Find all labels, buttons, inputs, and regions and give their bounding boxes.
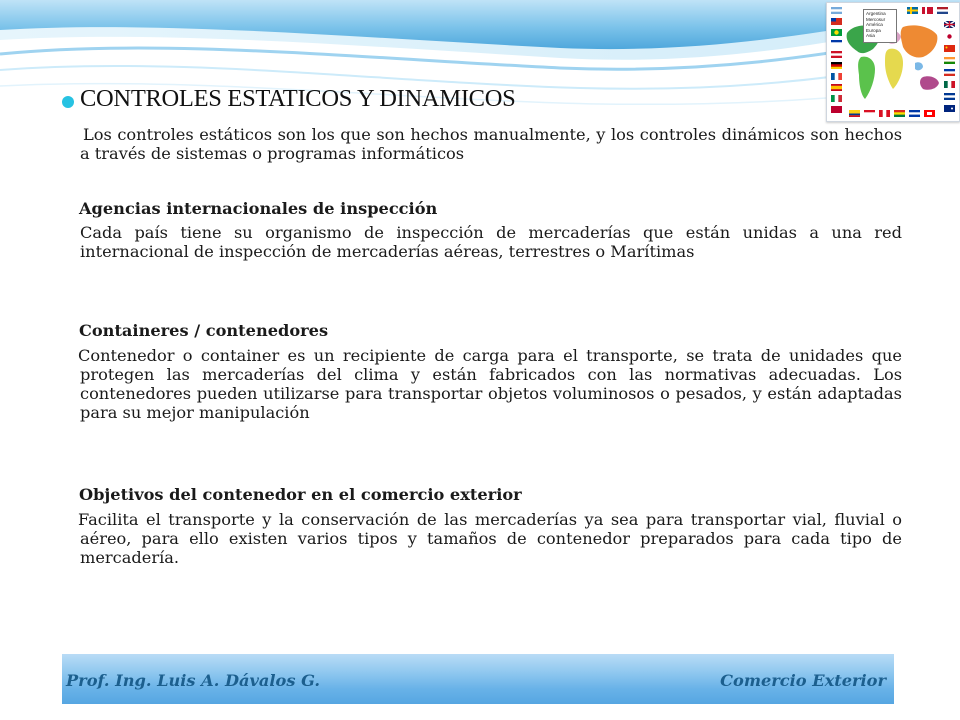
section-heading-contenedores: Containeres / contenedores <box>79 321 329 340</box>
logo-legend-line: Asia <box>866 33 875 39</box>
section-text-contenedores: Contenedor o container es un recipiente de carga para el transporte, se trata de unidades que protegen las mercaderías del clima y están fabricados con las normativas adecuadas. Los contenedores pueden utilizarse para transportar objetos voluminosos o pesados, y están adaptadas para su mejor manipulación <box>78 346 902 422</box>
section-heading-objetivos: Objetivos del contenedor en el comercio exterior <box>79 485 522 504</box>
intro-paragraph: Los controles estáticos son los que son hechos manualmente, y los controles dinámicos son hechos a través de sistemas o programas informáticos <box>80 125 902 163</box>
footer-course: Comercio Exterior <box>720 671 886 690</box>
logo-legend-line: Europa <box>866 27 881 33</box>
section-text-objetivos: Facilita el transporte y la conservación de las mercaderías ya sea para transportar vial, fluvial o aéreo, para ello existen varios tipos y tamaños de contenedor preparados para cada tipo de mercadería. <box>78 510 902 567</box>
logo-legend-line: América <box>866 22 883 28</box>
section-heading-agencias: Agencias internacionales de inspección <box>79 199 438 218</box>
logo-legend-line: Argentina <box>866 11 886 16</box>
section-text-agencias: Cada país tiene su organismo de inspección de mercaderías que están unidas a una red internacional de inspección de mercaderías aéreas, terrestres o Marítimas <box>80 223 902 261</box>
slide-title: CONTROLES ESTATICOS Y DINAMICOS <box>80 85 516 112</box>
footer-author: Prof. Ing. Luis A. Dávalos G. <box>66 671 320 690</box>
logo-legend <box>863 9 897 43</box>
world-map-logo <box>826 2 960 122</box>
logo-legend-line: Mercosur <box>866 16 886 22</box>
bullet-icon <box>62 96 74 108</box>
